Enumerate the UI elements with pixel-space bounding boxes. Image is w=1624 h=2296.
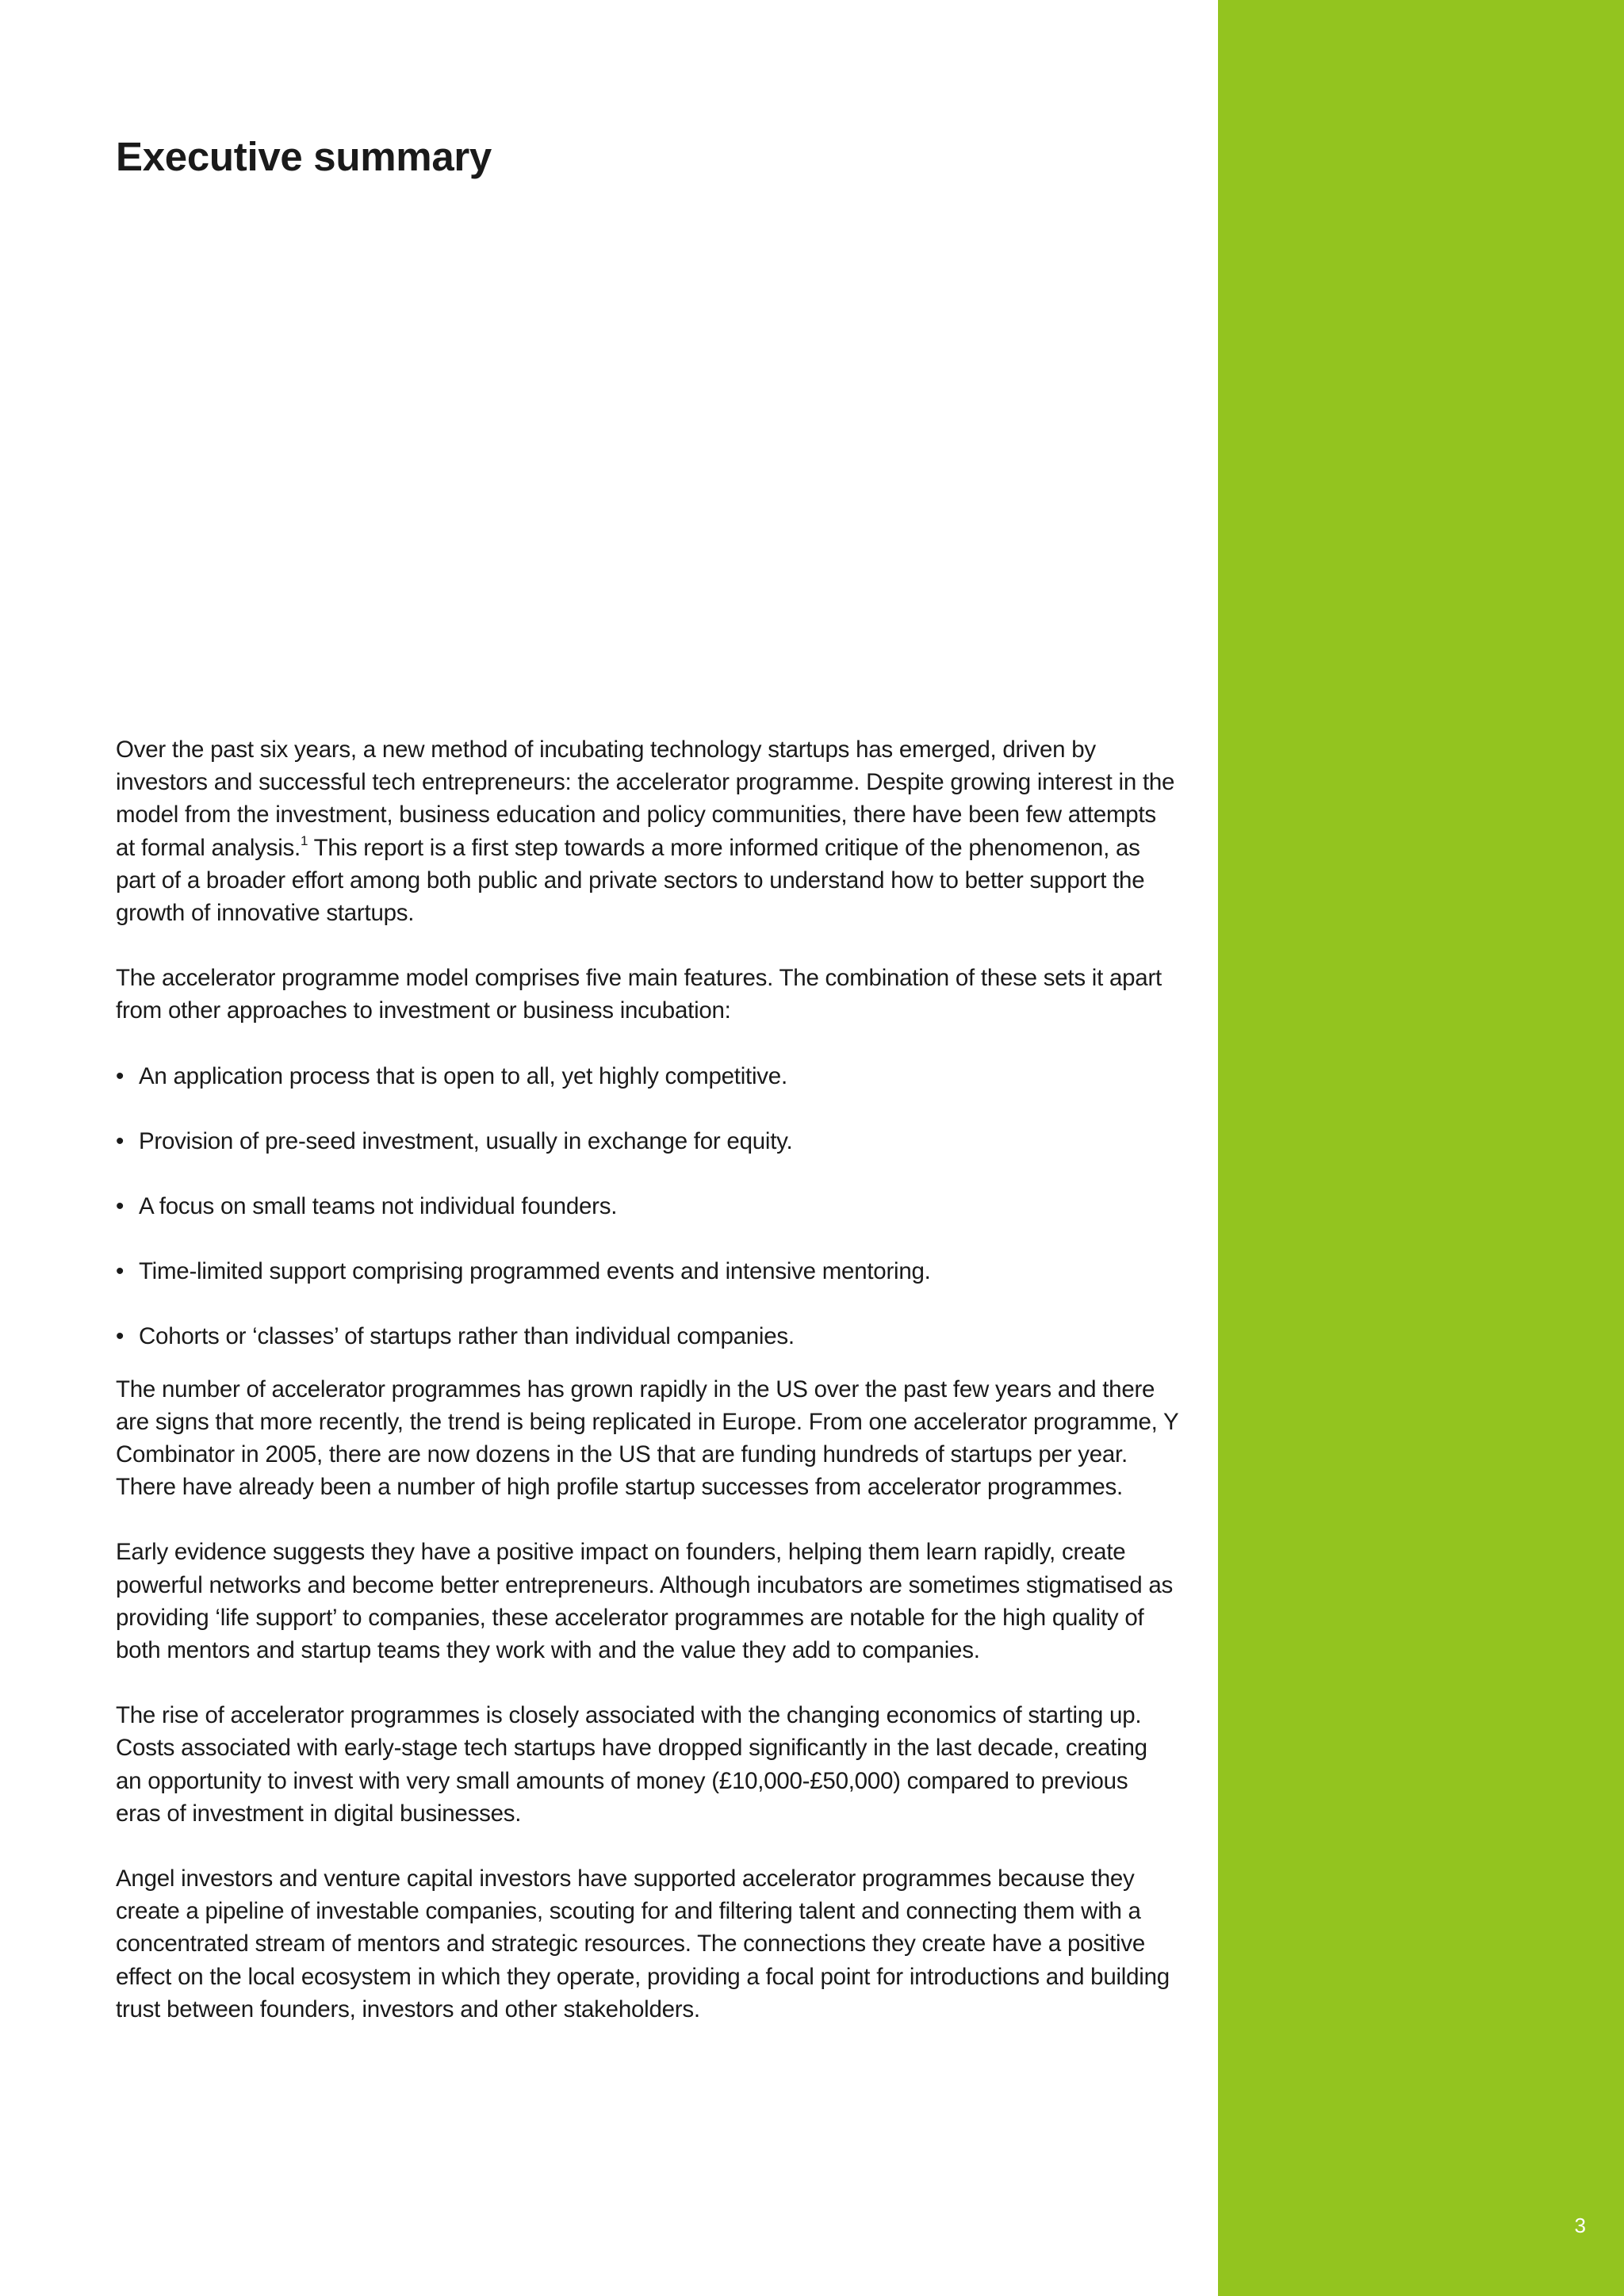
accent-sidebar (1218, 0, 1624, 2296)
list-item (116, 1320, 1178, 1353)
body-text (116, 733, 1178, 2058)
bullet-icon: • (116, 1062, 124, 1089)
features-intro-paragraph: The accelerator programme model comprises five main features. The combination of these sets it apart from other approaches to investment or business incubation: (116, 965, 1162, 1024)
list-item (116, 1190, 1178, 1223)
bullet-icon: • (116, 1127, 124, 1154)
page-title: Executive summary (116, 134, 492, 179)
evidence-paragraph: Early evidence suggests they have a positive impact on founders, helping them learn rapidly, create powerful networks and become better entrepreneurs. Although incubators are sometimes stigmatised as providing ‘life support’ to companies, these accelerator programmes are notable for the high quality of both mentors and startup teams they work with and the value they add to companies. (116, 1539, 1173, 1664)
list-item-text: Time-limited support comprising programmed events and intensive mentoring. (139, 1258, 931, 1285)
intro-paragraph (116, 733, 1178, 929)
intro-text-continued: This report is a first step towards a more informed critique of the phenomenon, as part of a broader effort among both public and private sectors to understand how to better support the growth of innovative startups. (116, 834, 1145, 927)
intro-text: Over the past six years, a new method of incubating technology startups has emerged, driven by investors and successful tech entrepreneurs: the accelerator programme. Despite growing interest in the model from the investment, business education and policy communities, there have been few attempts at formal analysis. (116, 737, 1175, 861)
list-item (116, 1060, 1178, 1093)
growth-paragraph: The number of accelerator programmes has grown rapidly in the US over the past few years and there are signs that more recently, the trend is being replicated in Europe. From one accelerator programme, Y Combinator in 2005, there are now dozens in the US that are funding hundreds of startups per year. There have already been a number of high profile startup successes from accelerator programmes. (116, 1376, 1178, 1501)
bullet-icon: • (116, 1323, 124, 1350)
bullet-icon: • (116, 1193, 124, 1220)
page-number: 3 (1574, 2214, 1586, 2237)
list-item (116, 1255, 1178, 1288)
list-item (116, 1125, 1178, 1158)
features-list (116, 1060, 1178, 1353)
footnote-marker: 1 (300, 832, 308, 848)
investors-paragraph: Angel investors and venture capital investors have supported accelerator programmes because they create a pipeline of investable companies, scouting for and filtering talent and connecting them with a concentrated stream of mentors and strategic resources. The connections they create have a positive effect on the local ecosystem in which they operate, providing a focal point for introductions and building trust between founders, investors and other stakeholders. (116, 1866, 1170, 2022)
economics-paragraph: The rise of accelerator programmes is closely associated with the changing economics of starting up. Costs associated with early-stage tech startups have dropped significantly in the last decade, creating an opportunity to invest with very small amounts of money (£10,000-£50,000) compared to previous eras of investment in digital businesses. (116, 1702, 1147, 1827)
list-item-text: An application process that is open to all, yet highly competitive. (139, 1062, 787, 1089)
bullet-icon: • (116, 1258, 124, 1285)
list-item-text: Cohorts or ‘classes’ of startups rather than individual companies. (139, 1323, 795, 1350)
list-item-text: Provision of pre-seed investment, usually in exchange for equity. (139, 1127, 793, 1154)
list-item-text: A focus on small teams not individual founders. (139, 1193, 618, 1220)
